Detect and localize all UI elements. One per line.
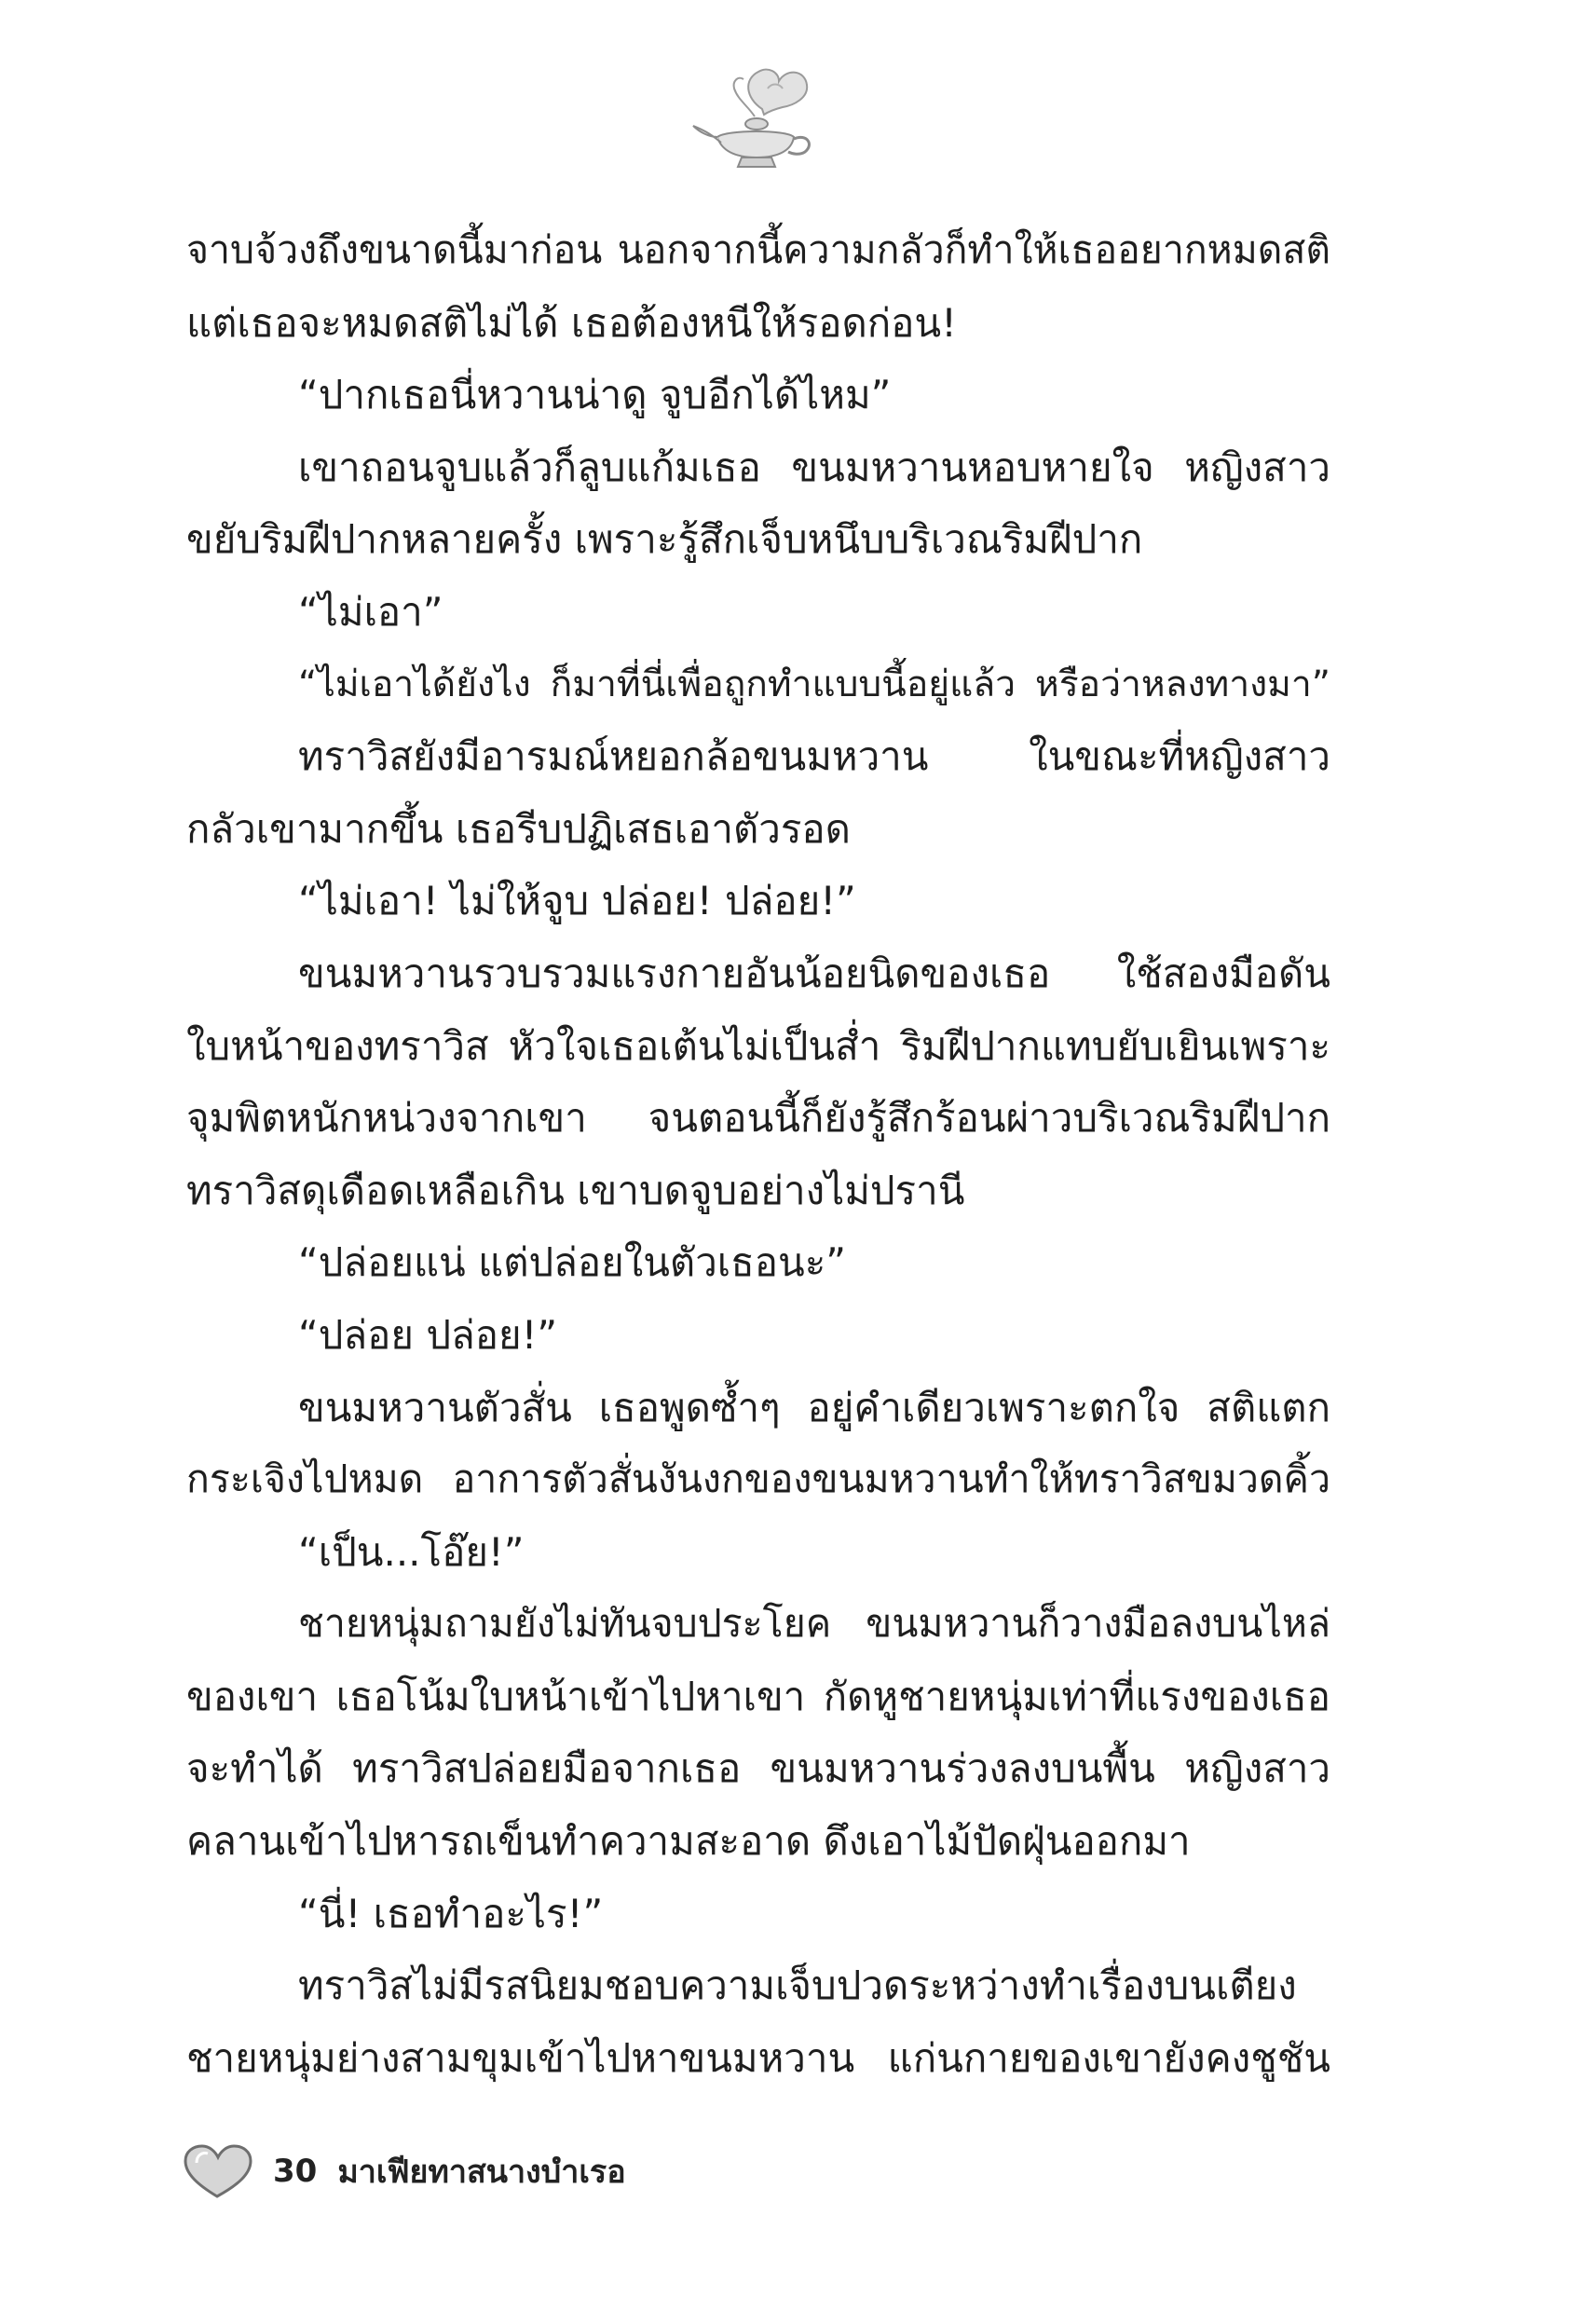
- text-line: “ปล่อย ปล่อย!”: [298, 1311, 558, 1358]
- text-line: “เป็น...โอ๊ย!”: [298, 1528, 525, 1575]
- page-footer: [182, 2139, 626, 2204]
- body-text: [186, 214, 1330, 2094]
- text-line: ใบหน้าของทราวิส หัวใจเธอเต้นไม่เป็นส่ำ ริมฝีปากแทบยับเยินเพราะ: [186, 1022, 1330, 1069]
- text-line: ชายหนุ่มย่างสามขุมเข้าไปหาขนมหวาน แก่นกายของเขายังคงชูชัน: [186, 2034, 1330, 2081]
- text-line: ขนมหวานรวบรวมแรงกายอันน้อยนิดของเธอ ใช้สองมือดัน: [298, 950, 1330, 996]
- text-line: “ไม่เอาได้ยังไง ก็มาที่นี่เพื่อถูกทำแบบนี้อยู่แล้ว หรือว่าหลงทางมา”: [298, 663, 1330, 705]
- text-line: “ไม่เอา! ไม่ให้จูบ ปล่อย! ปล่อย!”: [298, 878, 856, 924]
- text-line: ทราวิสดุเดือดเหลือเกิน เขาบดจูบอย่างไม่ปรานี: [186, 1167, 965, 1213]
- text-line: “ปล่อยแน่ แต่ปล่อยในตัวเธอนะ”: [298, 1239, 847, 1286]
- text-line: “ไม่เอา”: [298, 588, 443, 635]
- text-line: จุมพิตหนักหน่วงจากเขา จนตอนนี้ก็ยังรู้สึกร้อนผ่าวบริเวณริมฝีปาก: [186, 1095, 1330, 1142]
- text-line: ขยับริมฝีปากหลายครั้ง เพราะรู้สึกเจ็บหนึบบริเวณริมฝีปาก: [186, 516, 1143, 563]
- text-line: คลานเข้าไปหารถเข็นทำความสะอาด ดึงเอาไม้ปัดฝุ่นออกมา: [186, 1818, 1191, 1865]
- text-line: ขนมหวานตัวสั่น เธอพูดซ้ำๆ อยู่คำเดียวเพราะตกใจ สติแตก: [298, 1384, 1330, 1430]
- text-line: ทราวิสไม่มีรสนิยมชอบความเจ็บปวดระหว่างทำเรื่องบนเตียง: [298, 1962, 1297, 2009]
- genie-lamp-heart-icon: [689, 51, 820, 177]
- text-line: แต่เธอจะหมดสติไม่ได้ เธอต้องหนีให้รอดก่อน!: [186, 299, 957, 346]
- page-number: 30: [273, 2153, 318, 2190]
- text-line: กระเจิงไปหมด อาการตัวสั่นงันงกของขนมหวานทำให้ทราวิสขมวดคิ้ว: [186, 1456, 1330, 1502]
- text-line: “นี่! เธอทำอะไร!”: [298, 1890, 604, 1936]
- text-line: จาบจ้วงถึงขนาดนี้มาก่อน นอกจากนี้ความกลัวก็ทำให้เธออยากหมดสติ: [186, 227, 1330, 272]
- text-line: ทราวิสยังมีอารมณ์หยอกล้อขนมหวาน ในขณะที่หญิงสาว: [298, 733, 1330, 780]
- book-title: มาเฟียทาสนางบำเรอ: [337, 2154, 626, 2191]
- text-line: ชายหนุ่มถามยังไม่ทันจบประโยค ขนมหวานก็วางมือลงบนไหล่: [298, 1601, 1330, 1647]
- text-line: “ปากเธอนี่หวานน่าดู จูบอีกได้ไหม”: [298, 372, 892, 418]
- heart-icon: [182, 2142, 254, 2200]
- text-line: จะทำได้ ทราวิสปล่อยมือจากเธอ ขนมหวานร่วงลงบนพื้น หญิงสาว: [186, 1745, 1330, 1792]
- text-line: เขาถอนจูบแล้วก็ลูบแก้มเธอ ขนมหวานหอบหายใจ หญิงสาว: [298, 444, 1330, 490]
- text-line: กลัวเขามากขึ้น เธอรีบปฏิเสธเอาตัวรอด: [186, 805, 851, 852]
- text-line: ของเขา เธอโน้มใบหน้าเข้าไปหาเขา กัดหูชายหนุ่มเท่าที่แรงของเธอ: [186, 1673, 1330, 1719]
